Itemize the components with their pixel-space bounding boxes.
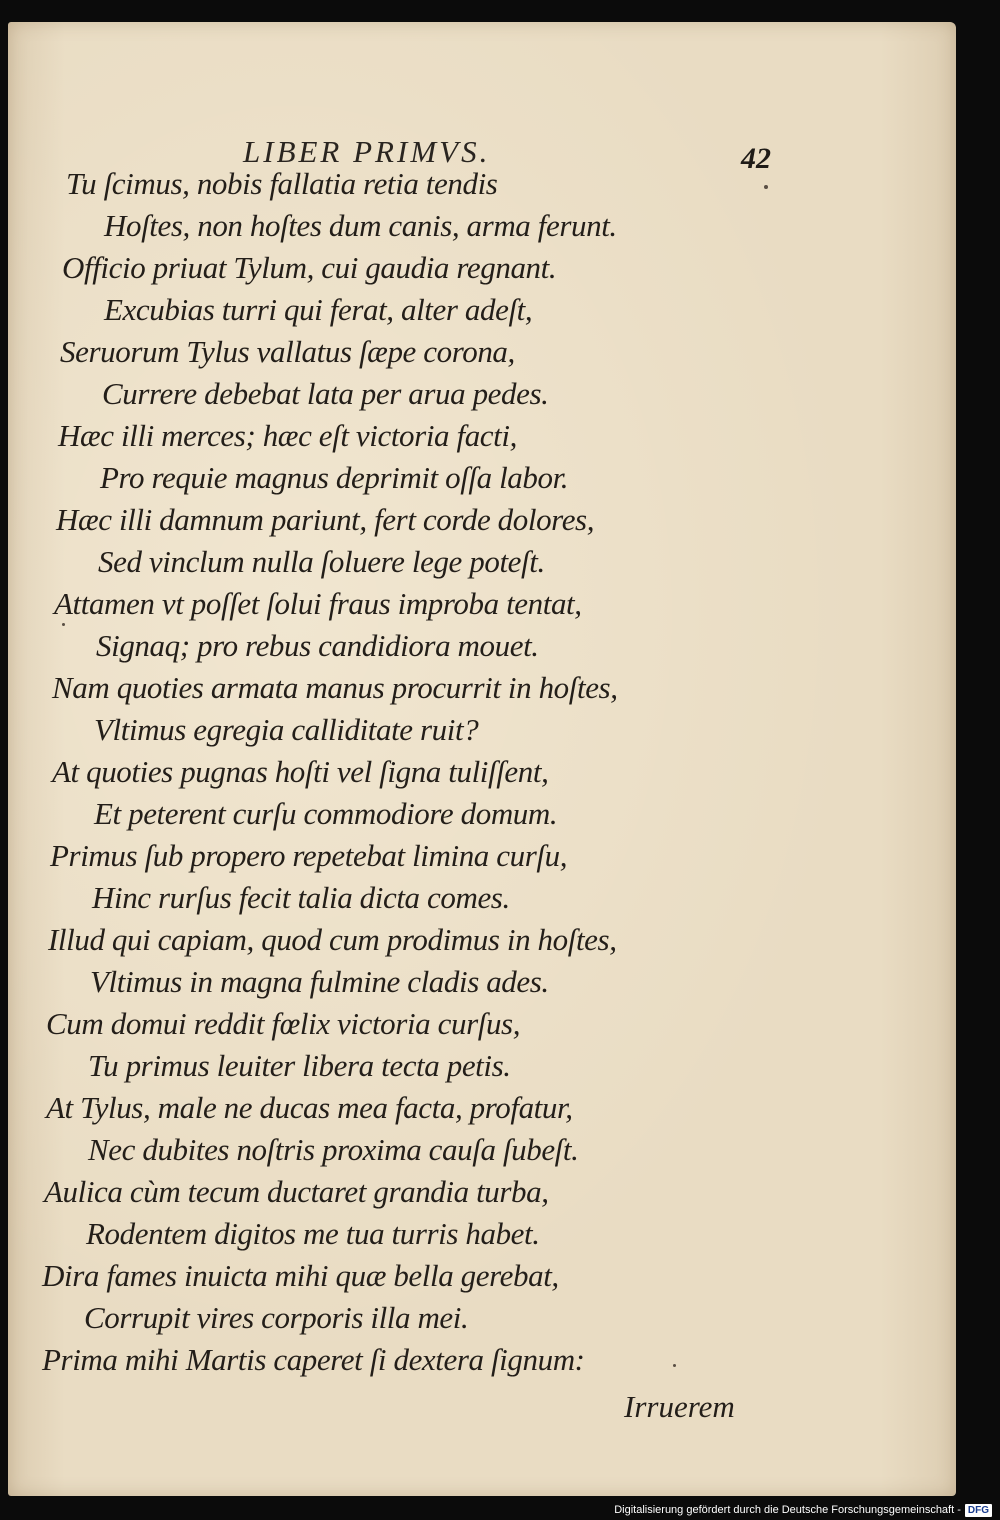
verse-line: Prima mihi Martis caperet ſi dextera ſignum: xyxy=(42,1342,585,1377)
ink-speck xyxy=(673,1364,676,1367)
verse-line: Currere debebat lata per arua pedes. xyxy=(102,376,549,411)
verse-line: At quoties pugnas hoſti vel ſigna tuliſſent, xyxy=(52,754,549,789)
verse-line: Hæc illi merces; hæc eſt victoria facti, xyxy=(58,418,517,453)
verse-line: Pro requie magnus deprimit oſſa labor. xyxy=(100,460,569,495)
verse-line: Hæc illi damnum pariunt, fert corde dolores, xyxy=(56,502,595,537)
verse-line: Nam quoties armata manus procurrit in hoſtes, xyxy=(52,670,618,705)
verse-line: Et peterent curſu commodiore domum. xyxy=(94,796,558,831)
page-number: 42 xyxy=(741,142,771,175)
verse-line: Illud qui capiam, quod cum prodimus in hoſtes, xyxy=(48,922,617,957)
verse-line: Sed vinclum nulla ſoluere lege poteſt. xyxy=(98,544,545,579)
verse-line: Signaq; pro rebus candidiora mouet. xyxy=(96,628,539,663)
ink-speck xyxy=(764,185,768,189)
verse-line: Corrupit vires corporis illa mei. xyxy=(84,1300,469,1335)
verse-line: Rodentem digitos me tua turris habet. xyxy=(86,1216,540,1251)
running-title: LIBER PRIMVS. xyxy=(243,134,491,169)
digitization-credit xyxy=(614,1502,992,1518)
verse-line: Vltimus egregia calliditate ruit? xyxy=(94,712,479,747)
catchword: Irruerem xyxy=(624,1389,735,1424)
verse-line: Primus ſub propero repetebat limina curſu, xyxy=(50,838,568,873)
verse-line: At Tylus, male ne ducas mea facta, profatur, xyxy=(46,1090,573,1125)
verse-line: Officio priuat Tylum, cui gaudia regnant. xyxy=(62,250,557,285)
verse-line: Nec dubites noſtris proxima cauſa ſubeſt. xyxy=(88,1132,579,1167)
verse-line: Dira fames inuicta mihi quæ bella gerebat, xyxy=(42,1258,559,1293)
verse-line: Attamen vt poſſet ſolui fraus improba tentat, xyxy=(54,586,582,621)
verse-line: Seruorum Tylus vallatus ſæpe corona, xyxy=(60,334,515,369)
verse-line: Tu primus leuiter libera tecta petis. xyxy=(88,1048,511,1083)
verse-line: Cum domui reddit fœlix victoria curſus, xyxy=(46,1006,521,1041)
credit-text: Digitalisierung gefördert durch die Deutsche Forschungsgemeinschaft - xyxy=(614,1504,961,1516)
verse-line: Aulica cùm tecum ductaret grandia turba, xyxy=(44,1174,549,1209)
verse-line: Hoſtes, non hoſtes dum canis, arma ferunt. xyxy=(104,208,617,243)
verse-line: Vltimus in magna fulmine cladis ades. xyxy=(90,964,549,999)
dfg-logo: DFG xyxy=(965,1504,992,1517)
verse-line: Excubias turri qui ferat, alter adeſt, xyxy=(104,292,533,327)
ink-speck xyxy=(62,623,65,626)
verse-line: Hinc rurſus fecit talia dicta comes. xyxy=(92,880,510,915)
verse-line: Tu ſcimus, nobis fallatia retia tendis xyxy=(66,166,498,201)
